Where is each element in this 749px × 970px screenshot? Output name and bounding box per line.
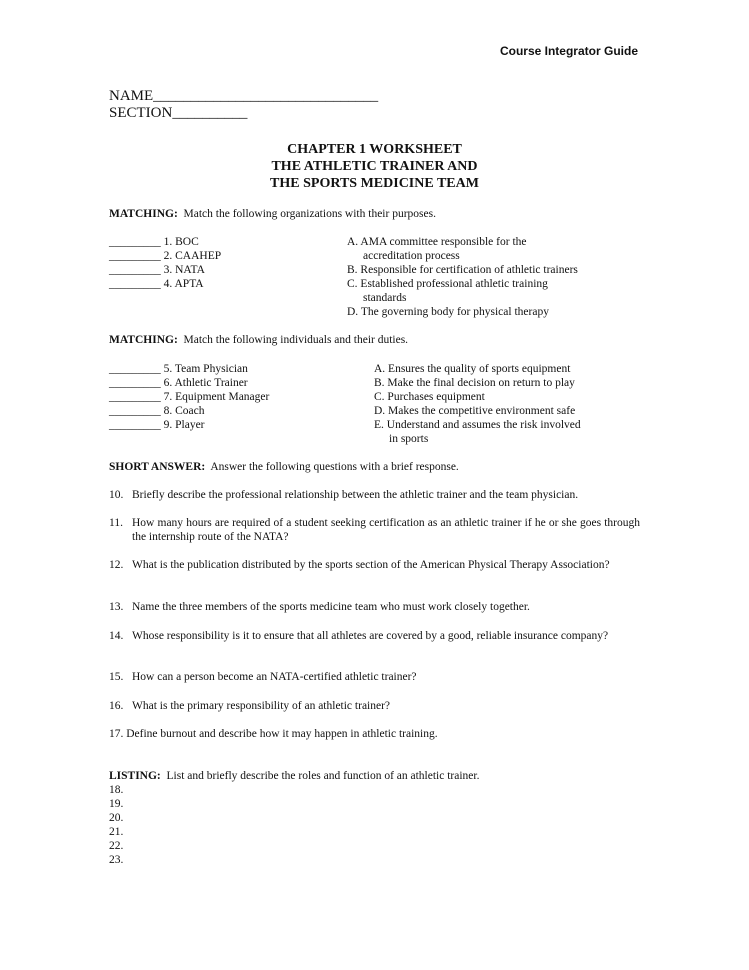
listing-heading: [109, 769, 479, 783]
title-line-3: THE SPORTS MEDICINE TEAM: [270, 176, 479, 191]
matching2-right-item: C. Purchases equipment: [374, 391, 485, 403]
matching2-right-item: B. Make the final decision on return to play: [374, 377, 575, 389]
listing-item: 23.: [109, 854, 124, 866]
question-number: 10.: [109, 489, 124, 501]
question-12: [109, 558, 640, 572]
listing-item: 19.: [109, 798, 124, 810]
matching1-label: MATCHING:: [109, 208, 178, 220]
question-number: 16.: [109, 700, 124, 712]
question-text: What is the primary responsibility of an athletic trainer?: [132, 700, 391, 712]
matching1-right-item: C. Established professional athletic training: [347, 278, 548, 290]
matching1-right-item: A. AMA committee responsible for the: [347, 236, 527, 248]
title-line-1: CHAPTER 1 WORKSHEET: [287, 142, 462, 157]
question-16: [109, 699, 640, 713]
question-number: 15.: [109, 671, 124, 683]
matching2-heading: [109, 333, 408, 347]
question-11: [109, 516, 640, 544]
matching1-right-item: D. The governing body for physical therapy: [347, 306, 549, 318]
question-text: How many hours are required of a student seeking certification as an athletic trainer if he or she goes through the internship route of the NATA?: [132, 517, 640, 543]
question-number: 17.: [109, 728, 124, 740]
listing-item: 22.: [109, 840, 124, 852]
question-14: [109, 629, 640, 643]
matching1-left-item: _________ 1. BOC: [109, 236, 199, 248]
matching1-left-item: _________ 3. NATA: [109, 264, 205, 276]
question-text: Define burnout and describe how it may happen in athletic training.: [126, 728, 438, 740]
matching2-left-item: _________ 7. Equipment Manager: [109, 391, 270, 403]
question-text: Whose responsibility is it to ensure that all athletes are covered by a good, reliable insurance company?: [132, 630, 609, 642]
matching1-heading: [109, 207, 436, 221]
matching1-right-item: B. Responsible for certification of athletic trainers: [347, 264, 578, 276]
question-13: [109, 600, 640, 614]
matching1-left-item: _________ 2. CAAHEP: [109, 250, 222, 262]
listing-item: 20.: [109, 812, 124, 824]
matching2-right-item: A. Ensures the quality of sports equipment: [374, 363, 571, 375]
question-15: [109, 670, 640, 684]
question-text: Briefly describe the professional relationship between the athletic trainer and the team physician.: [132, 489, 579, 501]
question-number: 11.: [109, 517, 123, 529]
matching1-left-item: _________ 4. APTA: [109, 278, 204, 290]
listing-item: 21.: [109, 826, 124, 838]
matching2-left-item: _________ 6. Athletic Trainer: [109, 377, 248, 389]
matching2-right-item: in sports: [389, 433, 429, 445]
matching2-instruction: Match the following individuals and their duties.: [183, 334, 409, 346]
short-answer-heading: [109, 460, 459, 474]
question-text: Name the three members of the sports medicine team who must work closely together.: [132, 601, 530, 613]
question-text: What is the publication distributed by the sports section of the American Physical Therapy Association?: [132, 559, 610, 571]
matching2-right-item: D. Makes the competitive environment safe: [374, 405, 576, 417]
listing-item: 18.: [109, 784, 124, 796]
question-number: 14.: [109, 630, 124, 642]
listing-instruction: List and briefly describe the roles and function of an athletic trainer.: [166, 770, 480, 782]
matching2-label: MATCHING:: [109, 334, 178, 346]
title-line-2: THE ATHLETIC TRAINER AND: [271, 159, 478, 174]
matching2-left-item: _________ 5. Team Physician: [109, 363, 248, 375]
question-number: 13.: [109, 601, 124, 613]
question-number: 12.: [109, 559, 124, 571]
page-header: Course Integrator Guide: [499, 44, 638, 58]
listing-label: LISTING:: [109, 770, 161, 782]
name-field: NAME______________________________: [109, 88, 379, 104]
question-17: [109, 727, 438, 741]
short-answer-label: SHORT ANSWER:: [109, 461, 206, 473]
section-field: SECTION__________: [109, 105, 248, 121]
short-answer-instruction: Answer the following questions with a brief response.: [210, 461, 459, 473]
question-text: How can a person become an NATA-certified athletic trainer?: [132, 671, 417, 683]
matching2-right-item: E. Understand and assumes the risk involved: [374, 419, 581, 431]
question-10: [109, 488, 640, 502]
matching1-right-item: standards: [363, 292, 407, 304]
matching1-instruction: Match the following organizations with their purposes.: [183, 208, 436, 220]
matching1-right-item: accreditation process: [363, 250, 460, 262]
matching2-left-item: _________ 9. Player: [109, 419, 205, 431]
matching2-left-item: _________ 8. Coach: [109, 405, 205, 417]
